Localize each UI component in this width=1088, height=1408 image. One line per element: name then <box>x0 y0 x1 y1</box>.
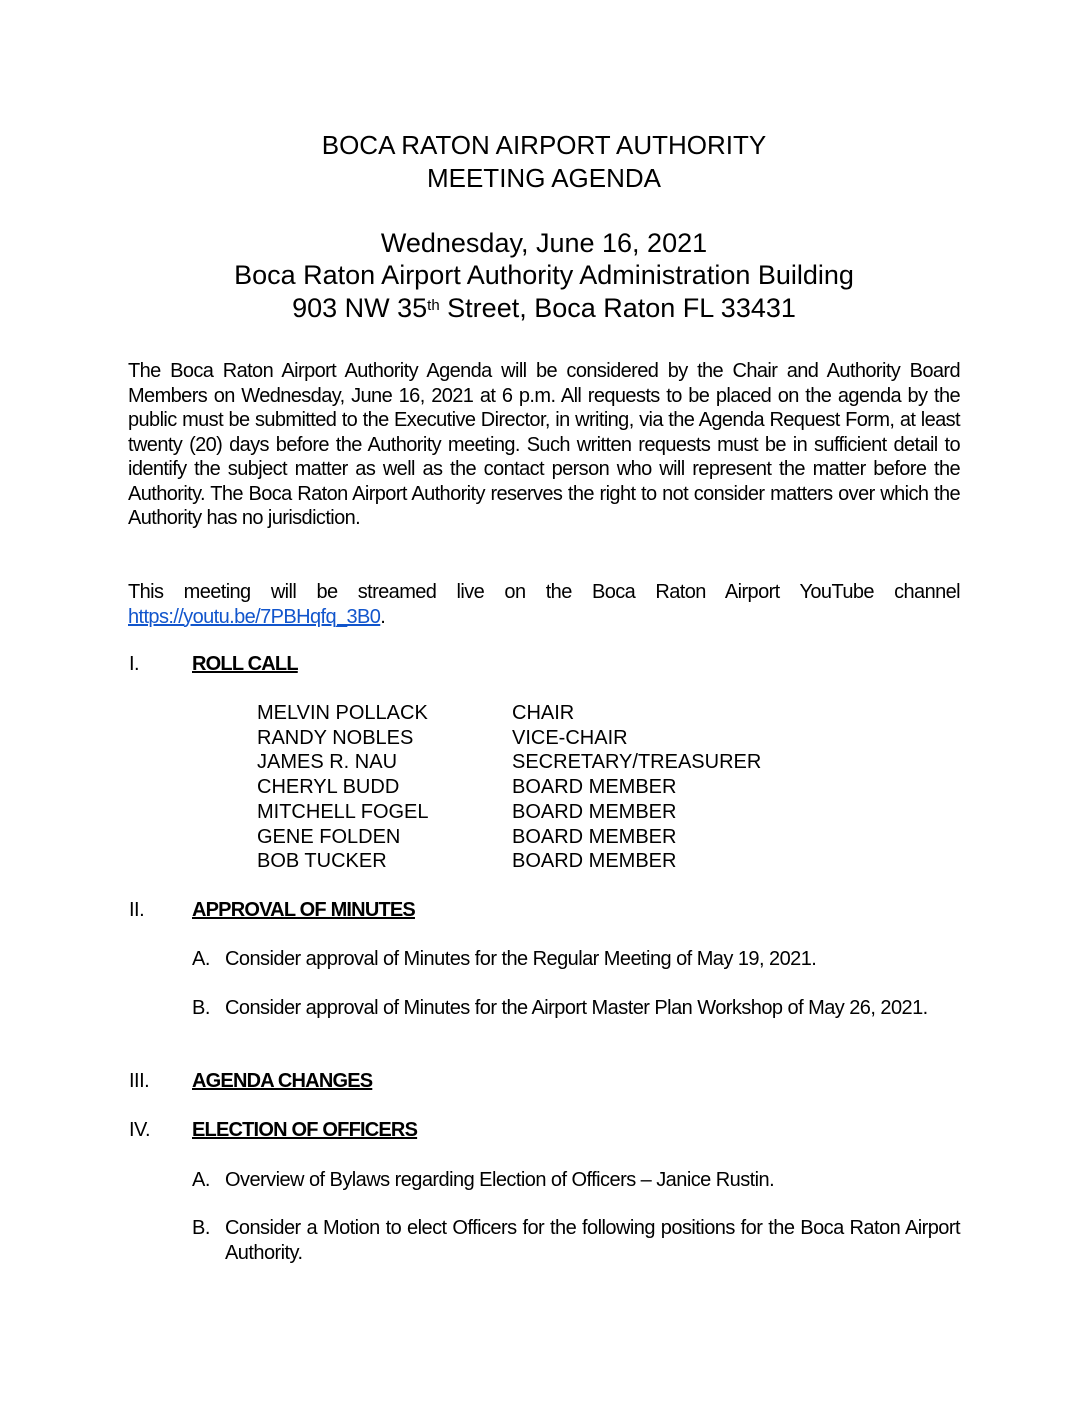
roll-call-name: RANDY NOBLES <box>257 726 414 749</box>
roll-call-role: BOARD MEMBER <box>512 825 677 848</box>
section-number: I. <box>129 653 140 675</box>
roll-call-role: CHAIR <box>512 702 575 724</box>
section-title-election-of-officers: ELECTION OF OFFICERS <box>192 1119 418 1141</box>
meeting-date: Wednesday, June 16, 2021 <box>380 228 708 258</box>
address-rest: Street, Boca Raton FL 33431 <box>439 293 796 323</box>
item-letter: B. <box>192 997 210 1019</box>
roll-call-role: BOARD MEMBER <box>512 850 677 873</box>
roll-call-role: SECRETARY/TREASURER <box>512 751 762 774</box>
roll-call-name: CHERYL BUDD <box>257 776 400 799</box>
agenda-item: Overview of Bylaws regarding Election of Officers – Janice Rustin. <box>225 1169 775 1191</box>
roll-call-name: MELVIN POLLACK <box>257 702 428 724</box>
intro-paragraph: The Boca Raton Airport Authority Agenda will be considered by the Chair and Authority Board Members on Wednesday, June 16, 2021 at 6 p.m. All requests to be placed on the agenda by the public must be submitted to the Executive Director, in writing, via the Agenda Request Form, at least twenty (20) days before the Authority meeting. Such written requests must be in sufficient detail to identify the subject matter as well as the contact person who will represent the matter before the Authority. The Boca Raton Airport Authority reserves the right to not consider matters over which the Authority has no jurisdiction. <box>128 360 960 529</box>
address-ordinal: th <box>427 297 440 314</box>
agenda-item: Consider approval of Minutes for the Regular Meeting of May 19, 2021. <box>225 948 817 970</box>
section-title-roll-call: ROLL CALL <box>192 653 298 675</box>
roll-call-names <box>257 701 429 874</box>
roll-call-role: BOARD MEMBER <box>512 800 677 823</box>
roll-call-role: VICE-CHAIR <box>512 726 628 749</box>
agenda-item: Consider a Motion to elect Officers for the following positions for the Boca Raton Airport Authority. <box>225 1217 960 1264</box>
roll-call-role: BOARD MEMBER <box>512 776 677 799</box>
roll-call-name: JAMES R. NAU <box>257 751 398 774</box>
section-title-approval-of-minutes: APPROVAL OF MINUTES <box>192 899 415 921</box>
meeting-venue: Boca Raton Airport Authority Administration Building <box>234 260 854 290</box>
address-number: 903 NW 35 <box>292 293 428 323</box>
roll-call-name: MITCHELL FOGEL <box>257 800 429 823</box>
section-number: II. <box>129 899 145 921</box>
section-number: III. <box>129 1070 150 1092</box>
stream-text: This meeting will be streamed live on the Boca Raton Airport YouTube channel <box>128 581 960 603</box>
roll-call-name: GENE FOLDEN <box>257 825 401 848</box>
agenda-item: Consider approval of Minutes for the Airport Master Plan Workshop of May 26, 2021. <box>225 997 928 1019</box>
youtube-link[interactable]: https://youtu.be/7PBHqfq_3B0 <box>128 605 381 628</box>
org-title: BOCA RATON AIRPORT AUTHORITY <box>321 130 767 160</box>
stream-period: . <box>380 605 386 628</box>
item-letter: B. <box>192 1217 210 1239</box>
roll-call-name: BOB TUCKER <box>257 850 387 873</box>
item-letter: A. <box>192 1169 210 1191</box>
stream-paragraph <box>128 580 960 629</box>
meeting-address <box>0 292 1088 324</box>
section-number: IV. <box>129 1119 151 1141</box>
roll-call-roles <box>512 701 761 874</box>
section-title-agenda-changes: AGENDA CHANGES <box>192 1070 373 1092</box>
document-title: MEETING AGENDA <box>426 163 662 193</box>
item-letter: A. <box>192 948 210 970</box>
